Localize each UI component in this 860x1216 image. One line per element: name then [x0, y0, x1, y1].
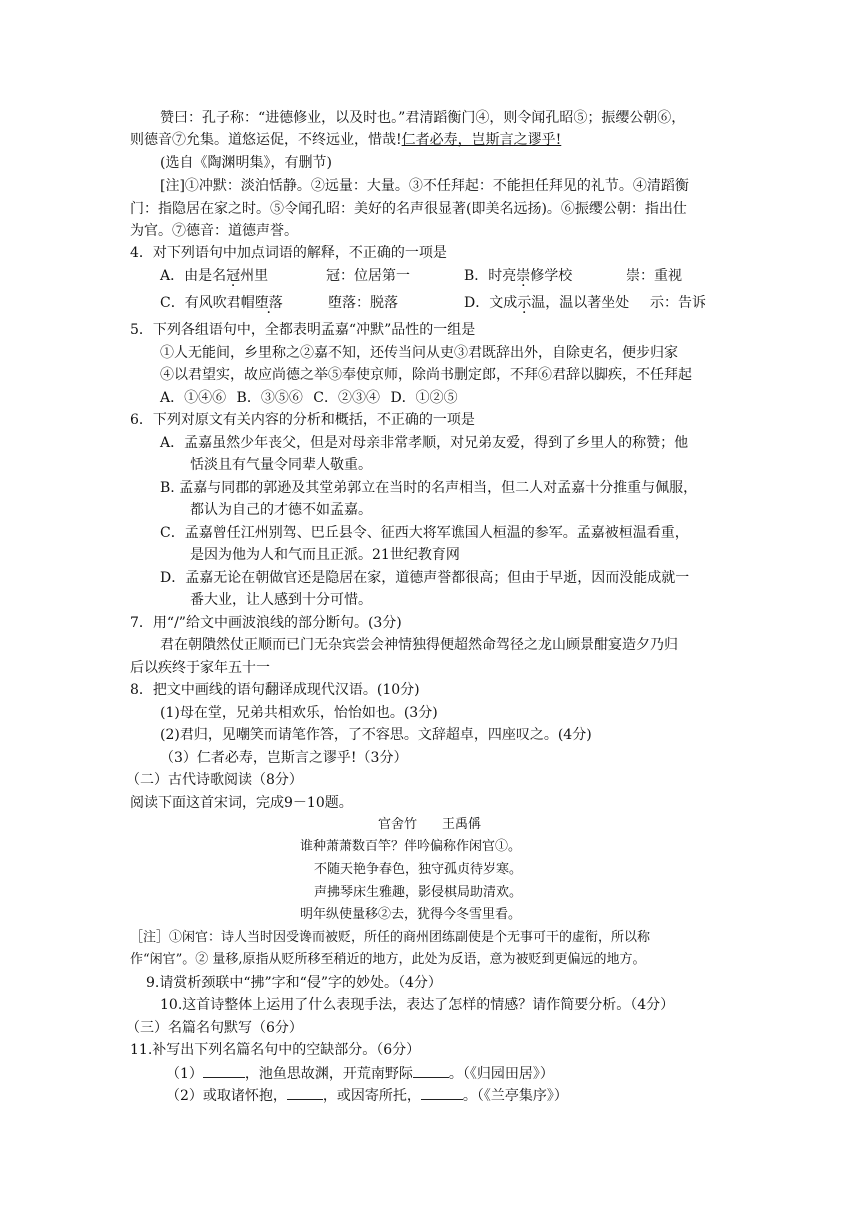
q11-item-1-number: （1） [166, 1066, 203, 1082]
q4-a-text: A．由是名 [160, 268, 227, 284]
poem-line-4: 明年纵使量移②去，犹得今冬雪里看。 [300, 907, 522, 922]
q4-b-dotted-word: 崇 [516, 268, 531, 284]
notes-line-1: [注]①冲默：淡泊恬静。②远量：大量。③不任拜起：不能担任拜见的礼节。④清蹈衡 [160, 178, 689, 194]
q4-option-c-gloss: 堕落：脱落 [328, 295, 398, 311]
q11-item-1-text: ，池鱼思故渊，开荒南野际 [244, 1066, 413, 1082]
q5-line-2: ④以君望实，故应尚德之举⑤奉使京师，除尚书删定郎，不拜⑥君辞以脚疾，不任拜起 [160, 367, 692, 383]
q11-item-1 [166, 1063, 554, 1084]
q8-sentence-1: (1)母在堂，兄弟共相欢乐，怡怡如也。(3分) [160, 705, 438, 721]
q11-item-2-text-mid: ，或因寄所托， [322, 1088, 421, 1104]
q10: 10.这首诗整体上运用了什么表现手法，表达了怎样的情感？请作简要分析。（4分） [160, 997, 675, 1013]
underlined-sentence: 仁者必寿，岂斯言之谬乎! [401, 132, 562, 148]
section-2-title: （二）古代诗歌阅读（8分） [126, 772, 303, 788]
q4-d-text-after: 温，温以著坐处 [531, 295, 630, 311]
q7-stem: 7．用“/”给文中画波浪线的部分断句。(3分) [130, 615, 402, 631]
q5-options: A．①④⑥ B．③⑤⑥ C．②③④ D．①②⑤ [160, 390, 458, 406]
q4-a-text-after: 州里 [240, 268, 269, 284]
q5-line-1: ①人无能间，乡里称之②嘉不知，还传当问从吏③君既辞出外，自除吏名，便步归家 [160, 345, 678, 361]
q6-stem: 6．下列对原文有关内容的分析和概括，不正确的一项是 [130, 412, 475, 428]
q4-stem: 4．对下列语句中加点词语的解释，不正确的一项是 [130, 245, 447, 261]
q6-c-line-2: 是因为他为人和气而且正派。21世纪教育网 [190, 547, 460, 563]
q4-option-d-gloss: 示：告诉 [650, 295, 706, 311]
q11-item-2 [166, 1085, 568, 1106]
q7-line-1: 君在朝隤然仗正顺而已门无杂宾尝会神情独得便超然命驾径之龙山顾景酣宴造夕乃归 [160, 637, 678, 653]
poem-note-2: 作“闲官”。② 量移,原指从贬所移至稍近的地方，此处为反语，意为被贬到更偏远的地方。 [130, 952, 646, 967]
q4-b-text: B．时亮 [464, 268, 517, 284]
poem-title: 官舍竹 [378, 817, 418, 832]
poem-author: 王禹偁 [442, 817, 482, 832]
q6-d-line-2: 番大业，让人感到十分可惜。 [190, 592, 372, 608]
q11-item-2-text: （2）或取诸怀抱， [166, 1088, 287, 1104]
zan-line-1: 赞曰：孔子称：“进德修业，以及时也。”君清蹈衡门④，则令闻孔昭⑤；振缨公朝⑥， [160, 110, 686, 126]
q8-stem: 8．把文中画线的语句翻译成现代汉语。(10分) [130, 682, 420, 698]
q6-d-line-1: D．孟嘉无论在朝做官还是隐居在家，道德声誉都很高；但由于早逝，因而没能成就一 [160, 570, 690, 586]
answer-blank-2[interactable] [413, 1063, 449, 1078]
answer-blank-3[interactable] [287, 1085, 323, 1100]
poem-line-2: 不随天艳争春色，独守孤贞待岁寒。 [314, 862, 523, 877]
q4-option-d [464, 293, 629, 313]
zan-line-2-text: 则德音⑦允集。道悠运促，不终远业，惜哉! [130, 132, 402, 148]
q4-d-text: D．文成 [464, 295, 518, 311]
q11-item-2-source: 。（《兰亭集序》） [462, 1088, 568, 1104]
poem-line-3: 声拂琴床生雅趣，影侵棋局助清欢。 [314, 885, 523, 900]
section-2-intro: 阅读下面这首宋词，完成9－10题。 [130, 795, 353, 811]
q4-option-a-gloss: 冠：位居第一 [326, 268, 410, 284]
q6-b-line-1: B. 孟嘉与同郡的郭逊及其堂弟郭立在当时的名声相当，但二人对孟嘉十分推重与佩服， [160, 480, 698, 496]
q4-option-c [160, 293, 283, 313]
q11-item-1-source: 。（《归园田居》） [448, 1066, 554, 1082]
q4-option-b [464, 266, 572, 286]
poem-note-1: ［注］①闲官：诗人当时因受谗而被贬，所任的商州团练副使是个无事可干的虚衔，所以称 [130, 930, 651, 945]
q6-a-line-1: A．孟嘉虽然少年丧父，但是对母亲非常孝顺，对兄弟友爱，得到了乡里人的称赞；他 [160, 435, 689, 451]
q6-b-line-2: 都认为自己的才德不如孟嘉。 [190, 502, 372, 518]
q6-a-line-2: 恬淡且有气量令同辈人敬重。 [190, 457, 372, 473]
q4-a-dotted-word: 冠 [226, 268, 241, 284]
notes-line-2: 门：指隐居在家之时。⑤令闻孔昭：美好的名声很显著(即美名远扬)。⑥振缨公朝：指出仕 [130, 201, 687, 217]
q4-option-b-gloss: 崇：重视 [626, 268, 682, 284]
notes-line-3: 为官。⑦德音：道德声誉。 [130, 223, 298, 239]
zan-line-2 [130, 130, 561, 150]
poem-line-1: 谁种萧萧数百竿？伴吟偏称作闲官①。 [300, 839, 522, 854]
q4-option-a [160, 266, 268, 286]
q11-stem: 11.补写出下列名篇名句中的空缺部分。（6分） [130, 1042, 421, 1058]
q4-c-dotted-word: 堕落 [254, 295, 283, 311]
source-line: (选自《陶渊明集》，有删节) [160, 155, 332, 171]
q5-stem: 5．下列各组语句中，全都表明孟嘉“冲默”品性的一组是 [130, 322, 476, 338]
q4-c-text: C．有风吹君帽 [160, 295, 255, 311]
q8-sentence-2: (2)君归，见嘲笑而请笔作答，了不容思。文辞超卓，四座叹之。(4分) [160, 727, 592, 743]
q6-c-line-1: C．孟嘉曾任江州别驾、巴丘县令、征西大将军谯国人桓温的参军。孟嘉被桓温看重， [160, 525, 689, 541]
q8-sentence-3: （3）仁者必寿，岂斯言之谬乎!（3分） [160, 750, 408, 766]
q7-line-2: 后以疾终于家年五十一 [130, 660, 270, 676]
q4-b-text-after: 修学校 [530, 268, 573, 284]
answer-blank-4[interactable] [421, 1085, 463, 1100]
section-3-title: （三）名篇名句默写（6分） [126, 1020, 303, 1036]
q4-d-dotted-word: 示 [517, 295, 532, 311]
q9: 9.请赏析颈联中“拂”字和“侵”字的妙处。（4分） [146, 975, 442, 991]
answer-blank-1[interactable] [203, 1063, 245, 1078]
